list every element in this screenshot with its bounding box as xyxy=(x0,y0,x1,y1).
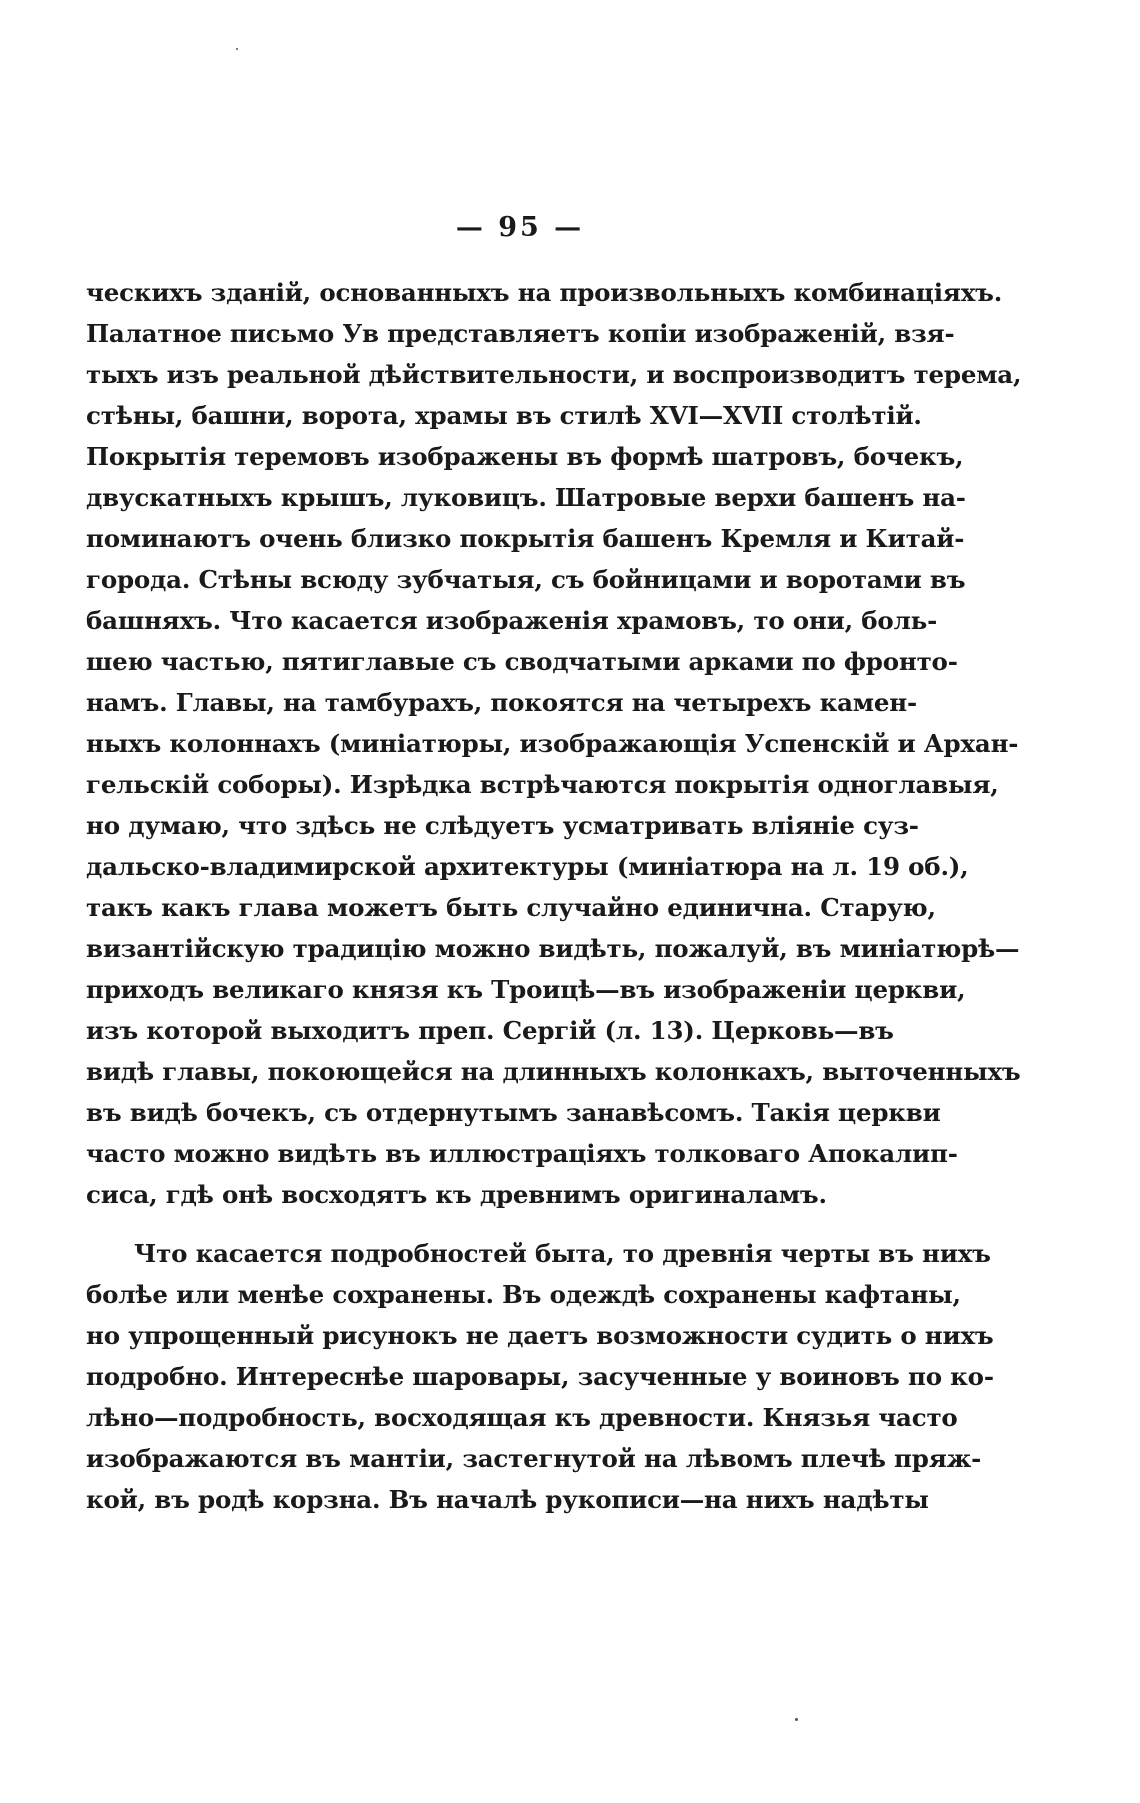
text-line: намъ. Главы, на тамбурахъ, покоятся на четырехъ камен- xyxy=(86,688,917,717)
text-line: но думаю, что здѣсь не слѣдуетъ усматривать вліяніе суз- xyxy=(86,811,919,840)
text-line: Палатное письмо Ув представляетъ копіи изображеній, взя- xyxy=(86,319,955,348)
text-line: поминаютъ очень близко покрытія башенъ Кремля и Китай- xyxy=(86,524,965,553)
text-line: дальско-владимирской архитектуры (миніатюра на л. 19 об.), xyxy=(86,852,969,881)
text-line: ныхъ колоннахъ (миніатюры, изображающія Успенскій и Архан- xyxy=(86,729,1019,758)
text-line: гельскій соборы). Изрѣдка встрѣчаются покрытія одноглавыя, xyxy=(86,770,999,799)
body-text xyxy=(86,272,1022,1520)
paper-speck xyxy=(795,1718,798,1721)
text-line: города. Стѣны всюду зубчатыя, съ бойницами и воротами въ xyxy=(86,565,966,594)
page-number: — 95 — xyxy=(455,212,585,243)
text-line: лѣно—подробность, восходящая къ древности. Князья часто xyxy=(86,1403,958,1432)
text-line: часто можно видѣть въ иллюстраціяхъ толковаго Апокалип- xyxy=(86,1139,958,1168)
text-line: видѣ главы, покоющейся на длинныхъ колонкахъ, выточенныхъ xyxy=(86,1057,1021,1086)
text-line: шею частью, пятиглавые съ сводчатыми арками по фронто- xyxy=(86,647,958,676)
text-line: болѣе или менѣе сохранены. Въ одеждѣ сохранены кафтаны, xyxy=(86,1280,961,1309)
text-line: башняхъ. Что касается изображенія храмовъ, то они, боль- xyxy=(86,606,938,635)
text-line: подробно. Интереснѣе шаровары, засученные у воиновъ по ко- xyxy=(86,1362,994,1391)
paper-speck xyxy=(236,48,238,50)
paragraph-gap xyxy=(86,1215,830,1233)
text-line: Что касается подробностей быта, то древнія черты въ нихъ xyxy=(134,1239,991,1268)
text-line: сиса, гдѣ онѣ восходятъ къ древнимъ оригиналамъ. xyxy=(86,1180,827,1209)
text-line: Покрытія теремовъ изображены въ формѣ шатровъ, бочекъ, xyxy=(86,442,964,471)
text-line: ческихъ зданій, основанныхъ на произвольныхъ комбинаціяхъ. xyxy=(86,278,1003,307)
text-line: въ видѣ бочекъ, съ отдернутымъ занавѣсомъ. Такія церкви xyxy=(86,1098,941,1127)
text-line: но упрощенный рисунокъ не даетъ возможности судить о нихъ xyxy=(86,1321,994,1350)
text-line: тыхъ изъ реальной дѣйствительности, и воспроизводитъ терема, xyxy=(86,360,1022,389)
text-line: изображаются въ мантіи, застегнутой на лѣвомъ плечѣ пряж- xyxy=(86,1444,982,1473)
paragraph-2 xyxy=(86,1233,994,1520)
text-line: византійскую традицію можно видѣть, пожалуй, въ миніатюрѣ— xyxy=(86,934,1020,963)
text-line: двускатныхъ крышъ, луковицъ. Шатровые верхи башенъ на- xyxy=(86,483,966,512)
text-line: кой, въ родѣ корзна. Въ началѣ рукописи—на нихъ надѣты xyxy=(86,1485,929,1514)
text-line: изъ которой выходитъ преп. Сергій (л. 13). Церковь—въ xyxy=(86,1016,894,1045)
text-line: стѣны, башни, ворота, храмы въ стилѣ XVI—XVII столѣтій. xyxy=(86,401,922,430)
text-line: такъ какъ глава можетъ быть случайно единична. Старую, xyxy=(86,893,936,922)
text-line: приходъ великаго князя къ Троицѣ—въ изображеніи церкви, xyxy=(86,975,966,1004)
paragraph-1 xyxy=(86,272,1022,1215)
